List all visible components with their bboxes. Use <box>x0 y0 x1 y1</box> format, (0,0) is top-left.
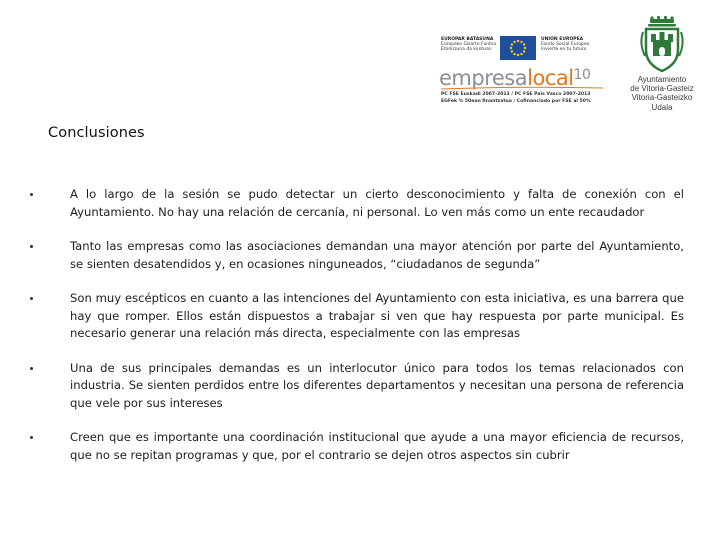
eu-empresalocal-logo <box>437 34 607 114</box>
eu-footer-line: PC FSE Euskadi 2007-2013 / PC FSE País Vasco 2007-2013 <box>441 92 591 97</box>
ayuntamiento-name-line: Vitoria-Gasteizko <box>631 93 693 103</box>
ayuntamiento-name-line: Udala <box>651 102 673 112</box>
list-item <box>30 238 684 273</box>
empresalocal-number: 10 <box>573 67 591 83</box>
eu-text-spanish-line: UNIÓN EUROPEA <box>541 37 584 42</box>
ayuntamiento-logo <box>622 16 702 116</box>
bullet-icon <box>30 436 33 439</box>
eu-text-spanish-line: Fondo Social Europeo <box>541 42 590 48</box>
list-item-text: Creen que es importante una coordinación institucional que ayude a una mayor eficiencia de recursos, que no se repitan programas y que, por el contrario se dejen otros aspectos sin cubrir <box>70 430 684 462</box>
eu-text-spanish-line: Invierte en tu futuro <box>541 47 587 53</box>
empresalocal-swoosh-icon <box>439 86 605 90</box>
list-item <box>30 186 684 221</box>
eu-text-spanish <box>541 37 605 53</box>
list-item <box>30 429 684 464</box>
eu-funding-row <box>437 34 607 62</box>
list-item-text: Son muy escépticos en cuanto a las intenciones del Ayuntamiento con esta iniciativa, es una barrera que hay que romper. Ellos están dispuestos a trabajar si ven que hay respuesta por parte municipal. Es necesario generar una relación más directa, especialmente con las empresas <box>70 291 684 340</box>
page-title: Conclusiones <box>48 125 145 141</box>
bullet-icon <box>30 367 33 370</box>
list-item <box>30 290 684 343</box>
bullet-icon <box>30 193 33 196</box>
list-item-text: Tanto las empresas como las asociaciones demandan una mayor atención por parte del Ayuntamiento, se sienten desatendidos y, en ocasiones ninguneados, “ciudadanos de segunda” <box>70 239 684 271</box>
city-coat-of-arms-icon <box>637 16 687 74</box>
eu-funding-footer <box>441 91 607 105</box>
eu-text-basque-line: Europako Gizarte Funtsa <box>441 42 497 48</box>
empresa-word: empresa <box>439 66 528 90</box>
ayuntamiento-name-line: de Vitoria-Gasteiz <box>630 84 694 94</box>
bullet-icon <box>30 245 33 248</box>
empresalocal-wordmark <box>439 62 605 88</box>
eu-text-basque-line: Etorkizuna da kontuan <box>441 47 492 53</box>
eu-text-basque-line: EUROPAR BATASUNA <box>441 37 494 42</box>
eu-stars-icon <box>500 36 536 60</box>
bullet-icon <box>30 297 33 300</box>
eu-footer-line: EGFek % 50ean finantzatua / Cofinanciado por FSE al 50% <box>441 99 591 104</box>
ayuntamiento-name-line: Ayuntamiento <box>637 75 687 84</box>
local-word: local <box>527 66 574 90</box>
list-item <box>30 360 684 413</box>
eu-flag-icon <box>500 36 536 60</box>
eu-text-basque <box>441 37 499 53</box>
conclusions-list <box>30 186 684 481</box>
ayuntamiento-name <box>622 75 702 112</box>
list-item-text: Una de sus principales demandas es un interlocutor único para todos los temas relacionados con industria. Se sienten perdidos entre los diferentes departamentos y necesitan una persona de referencia que vele por sus intereses <box>70 360 684 410</box>
list-item-text: A lo largo de la sesión se pudo detectar un cierto desconocimiento y falta de conexión con el Ayuntamiento. No hay una relación de cercanía, ni personal. Lo ven más como un ente recaudador <box>70 187 684 219</box>
